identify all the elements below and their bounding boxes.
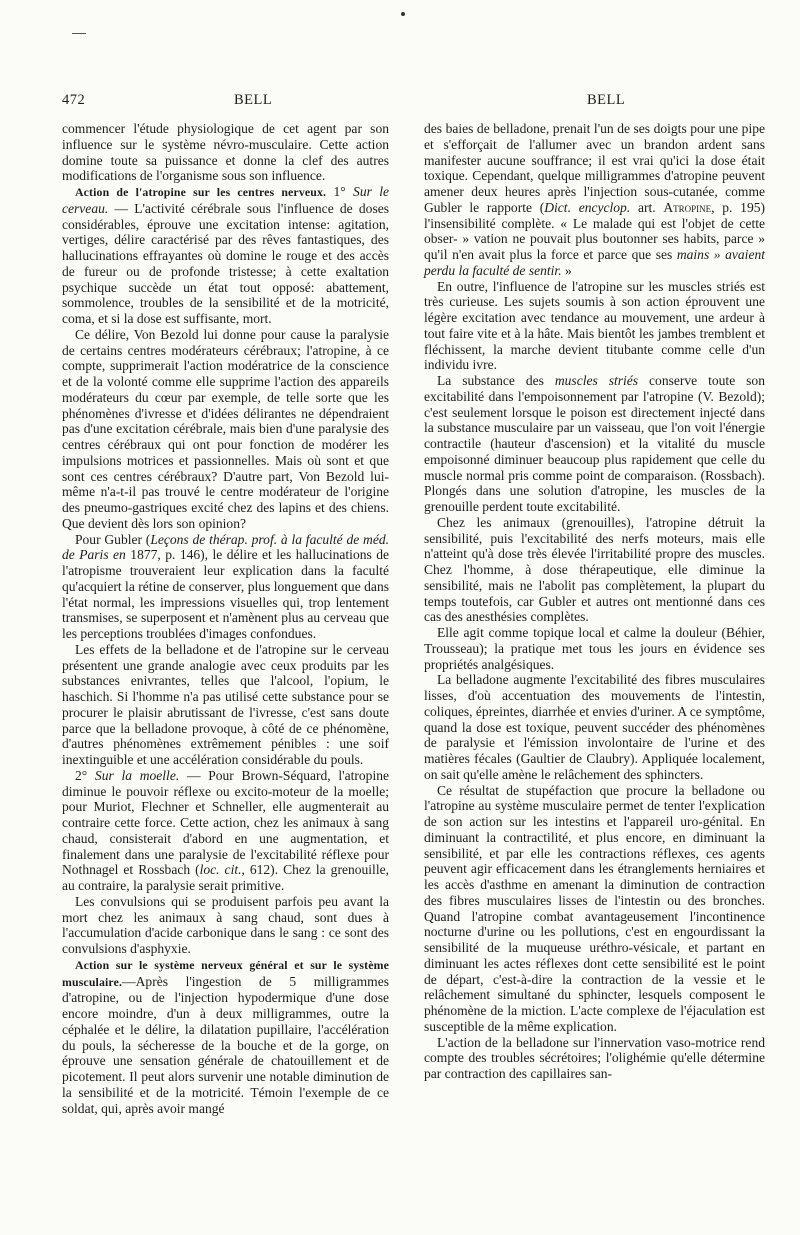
text-run: art. <box>630 199 664 215</box>
text-run: Pour Gubler ( <box>75 531 151 547</box>
text-run: 1877, p. 146), le délire et les hallucinations de l'atropisme trouveraient leur explication dans la faculté qu'acquiert la rétine de conserver, plus longuement que dans l'état normal, les impressions visuelles qui, trop lentement transmises, se superposent et n'amènent plus au cerveau que les perceptions troublées d'images confondues. <box>62 547 390 641</box>
paragraph: En outre, l'influence de l'atropine sur les muscles striés est très curieuse. Les sujets soumis à son action éprouvent une légère excitation avec tendance au mouvement, une ardeur à tout faire vite et à la hâte. Mais bientôt les jambes tremblent et fléchissent, la marche devient titubante comme celle d'un individu ivre. <box>424 278 765 373</box>
text-run: » <box>561 262 572 278</box>
paragraph <box>62 957 389 1117</box>
paragraph: Les convulsions qui se produisent parfois peu avant la mort chez les animaux à sang chaud, sont dues à l'accumulation d'acide carbonique dans le sang : ce sont des convulsions d'asphyxie. <box>62 893 389 956</box>
left-column <box>62 121 389 1116</box>
paragraph: Chez les animaux (grenouilles), l'atropine détruit la sensibilité, puis l'excitabilité des nerfs moteurs, mais elle n'atteint qu'à dose très élevée l'irritabilité propre des muscles. Chez l'homme, à dose thérapeutique, elle diminue la sensibilité, mais ne l'abolit pas complètement, la plupart du temps toutefois, car Gubler et autres ont mentionné dans ces cas des anesthésies complètes. <box>424 514 765 625</box>
page-number: 472 <box>62 92 86 108</box>
article-name: Atropine <box>663 199 712 215</box>
subheading: Sur la moelle. <box>94 767 180 783</box>
subheading: Sur le cerveau. <box>62 184 390 216</box>
paragraph: L'action de la belladone sur l'innervation vaso-motrice rend compte des troubles sécrétoires; l'olighémie qu'elle détermine par contraction des capillaires san- <box>424 1034 765 1081</box>
text-run: 1° <box>326 184 354 199</box>
citation: Leçons de thérap. prof. à la faculté de méd. de Paris en <box>62 531 389 563</box>
header-title-right: BELL <box>587 92 626 108</box>
paragraph: Les effets de la belladone et de l'atropine sur le cerveau présentent une grande analogie avec ceux produits par les substances enivrantes, telles que l'alcool, l'opium, le haschich. Si l'homme n'a pas utilisé cette substance pour se procurer le plaisir abrutissant de l'ivresse, c'est sans doute parce que la belladone provoque, à côté de ce phénomène, d'autres phénomènes extrêmement pénibles : une soif inextinguible et une accélération considérable du pouls. <box>62 641 389 767</box>
paragraph: La belladone augmente l'excitabilité des fibres musculaires lisses, d'où accentuation des mouvements de l'intestin, coliques, épreintes, diarrhée et envies d'uriner. A ce symptôme, quand la dose est toxique, peuvent succéder des phénomènes de paralysie et l'émission involontaire de l'urine et des matières fécales (Gaultier de Claubry). Appliquée localement, on sait qu'elle amène le relâchement des sphincters. <box>424 672 766 782</box>
text-run: des baies de belladone, prenait l'un de ses doigts pour une pipe et s'efforçait de l'allumer avec un brandon ardent sans manifester aucune souffrance; il est vrai qu'ici la dose était toxique. Cependant, quelque milligrammes d'atropine peuvent amener deux heures après l'injection sous-cutanée, comme Gubler le rapporte ( <box>424 121 765 215</box>
citation: loc. cit. <box>199 862 242 878</box>
citation: Dict. encyclop. <box>544 199 631 215</box>
paragraph: Ce délire, Von Bezold lui donne pour cause la paralysie de certains centres modérateurs cérébraux; l'atropine, à ce compte, supprimerait l'action modératrice de la conscience et de la volonté comme elle supprime l'action des appareils modérateurs du cœur par exemple, de telle sorte que les phénomènes d'ivresse et d'idées délirantes ne dépendraient pas d'une excitation cérébrale, mais bien d'une paralysie des centres cérébraux qui ont pour fonction de modérer les impulsions motrices et passionnelles. Mais où sont et que sont ces centres cérébraux? D'autre part, Von Bezold lui-même n'a-t-il pas trouvé le centre modérateur de l'origine des pneumo-gastriques excité chez des lapins et des chiens. Que devient dès lors son opinion? <box>62 326 389 531</box>
text-run: conserve toute son excitabilité dans l'empoisonnement par l'atropine (V. Bezold); c'est seulement lorsque le poison est directement injecté dans la substance musculaire par un vaisseau, que l'on voit l'énergie contractile (hauteur d'ascension) et la vitalité du muscle empoisonné diminuer beaucoup plus rapidement que celle du muscle normal pris comme point de comparaison. (Rossbach). Plongés dans une solution d'atropine, les muscles de la grenouille perdent toute excitabilité. <box>424 373 765 514</box>
text-run: , p. 195) l'insensibilité complète. « Le malade qui est l'objet de cette obser- » vation ne pouvait plus boutonner ses habits, parce » qu'il n'en avait plus la force et parce que ses <box>424 199 765 262</box>
right-column <box>424 121 765 1082</box>
header-title-left: BELL <box>234 92 273 108</box>
text-run: — L'activité cérébrale sous l'influence de doses considérables, éprouve une excitation intense: agitation, vertiges, délire caractérisé par des rêves fantastiques, des hallucinations effrayantes où domine le rouge et des accès de fureur ou de profonde tristesse; à cette exaltation psychique succède un état tout opposé: abattement, sommolence, troubles de la sensibilité et de la motricité, coma, et si la dose est suffisante, mort. <box>62 200 389 326</box>
paragraph <box>62 532 389 642</box>
text-run: —Après l'ingestion de 5 milligrammes d'atropine, ou de l'injection hypodermique d'une dose encore moindre, d'un à deux milligrammes, outre la céphalée et le délire, la dilatation pupillaire, l'accélération du pouls, la sécheresse de la bouche et de la gorge, on éprouve une sensation générale de chatouillement et de picotement. Il peut alors survenir une notable diminution de la sensibilité et de la motricité. Témoin l'exemple de ce soldat, qui, après avoir mangé <box>62 973 389 1116</box>
paragraph: Elle agit comme topique local et calme la douleur (Béhier, Trousseau); la pratique met tous les jours en évidence ses propriétés analgésiques. <box>424 625 765 672</box>
paragraph <box>424 121 765 279</box>
paragraph <box>62 184 389 327</box>
section-heading: Action de l'atropine sur les centres nerveux. <box>75 185 327 199</box>
section-heading: Action sur le système nerveux général et sur le système musculaire. <box>62 957 389 989</box>
running-header <box>0 92 800 112</box>
page-mark <box>72 33 86 34</box>
paragraph: commencer l'étude physiologique de cet agent par son influence sur le système névro-musculaire. Cette action domine toute sa puissance et donne la clef des autres modifications de l'organisme sous son influence. <box>62 121 389 184</box>
text-run: , 612). Chez la grenouille, au contraire, la paralysie serait primitive. <box>62 862 389 893</box>
text-run: — Pour Brown-Séquard, l'atropine diminue le pouvoir réflexe ou excito-moteur de la moelle; pour Muriot, Flechner et Schneller, elle augmenterait au contraire cette force. Cette action, chez les animaux à sang chaud, consisterait d'abord en une augmentation, et finalement dans une paralysie de l'excitabilité réflexe pour Nothnagel et Rossbach ( <box>62 767 389 878</box>
paragraph <box>62 768 389 894</box>
page-speck <box>401 12 405 16</box>
text-run: 2° <box>75 767 95 783</box>
paragraph: Ce résultat de stupéfaction que procure la belladone ou l'atropine au système musculaire permet de tenter l'explication de son action sur les intestins et l'appareil uro-génital. En diminuant la contractilité, et plus encore, en diminuant la sensibilité, et par elle les contractions réflexes, ces agents peuvent agir efficacement dans les étranglements herniaires et les accès d'asthme en amenant la diminution de contraction des fibres musculaires lisses de l'intestin ou des bronches. Quand l'atropine combat avantageusement l'incontinence nocturne d'urine ou les pollutions, c'est en engourdissant la sensibilité de la muqueuse uréthro-vésicale, et partant en diminuant les actes réflexes dont cette sensibilité est le point de départ, c'est-à-dire la contraction de la vessie et le relâchement simultané du sphincter, lesquels composent le phénomène de la miction. L'acte complexe de l'éjaculation est susceptible de la même explication. <box>424 782 765 1034</box>
text-run: La substance des <box>437 373 555 388</box>
paragraph <box>424 373 765 515</box>
quote-italic: mains » avaient perdu la faculté de sentir. <box>424 247 765 278</box>
emphasis: muscles striés <box>554 373 639 388</box>
